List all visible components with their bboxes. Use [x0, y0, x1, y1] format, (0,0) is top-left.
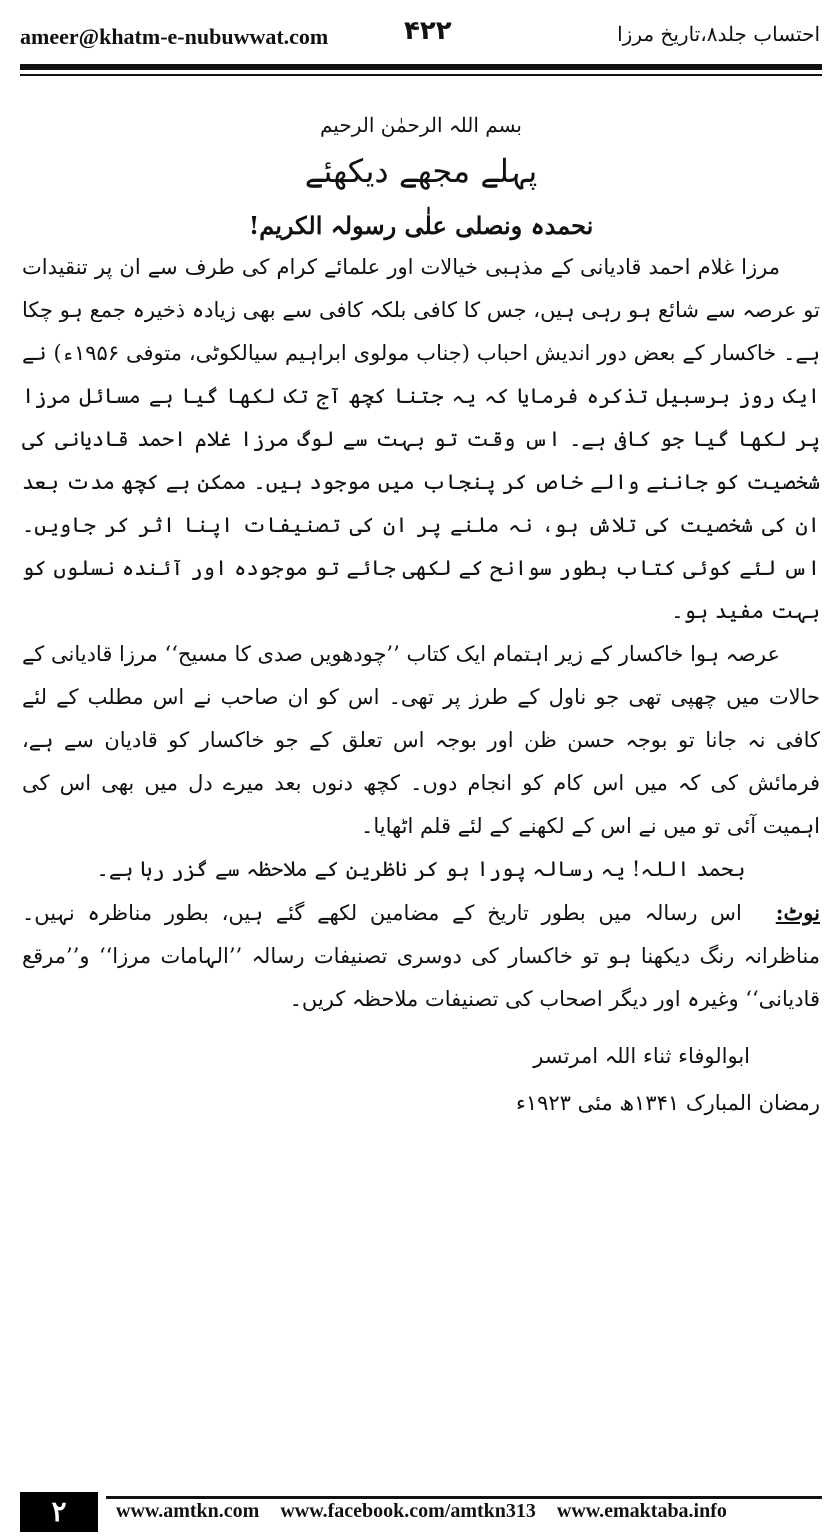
note-label: نوٹ: — [775, 900, 820, 925]
header-rule-thin — [20, 74, 822, 76]
page-header — [20, 14, 820, 62]
footer-link-amtkn[interactable]: www.amtkn.com — [116, 1500, 260, 1522]
note — [22, 891, 820, 1021]
header-book-title: احتساب جلد۸،تاریخ مرزا — [617, 22, 820, 46]
footer-link-facebook[interactable]: www.facebook.com/amtkn313 — [280, 1500, 536, 1522]
paragraph-2: عرصہ ہوا خاکسار کے زیر اہتمام ایک کتاب ’’چودھویں صدی کا مسیح‘‘ مرزا قادیانی کے حالات میں چھپی تھی جو ناول کے طرز پر تھی۔ اس کو ان صاحب نے اس مطلب کے لئے کافی نہ جانا تو بوجہ حسن ظن اور بوجہ اس تعلق کے جو خاکسار کو قادیان سے ہے، فرمائش کی کہ میں اس کام کو انجام دوں۔ کچھ دنوں بعد میرے دل میں بھی اس کی اہمیت آئی تو میں نے اس کے لکھنے کے لئے قلم اٹھایا۔ — [22, 642, 820, 838]
paragraph-1: مرزا غلام احمد قادیانی کے مذہبی خیالات اور علمائے کرام کی طرف سے ان پر تنقیدات تو عرصہ سے شائع ہو رہی ہیں، جس کا کافی بلکہ کافی سے بھی زیادہ ذخیرہ جمع ہو چکا ہے۔ خاکسار کے بعض دور اندیش احباب (جناب مولوی ابراہیم سیالکوٹی، متوفی ۱۹۵۶ء) نے ایک روز برسبیل تذکرہ فرمایا کہ یہ جتنا کچھ آج تک لکھا گیا ہے مسائل مرزا پر لکھا گیا جو کافی ہے۔ اس وقت تو بہت سے لوگ مرزا غلام احمد قادیانی کی شخصیت کو جاننے والے خاص کر پنجاب میں موجود ہیں۔ ممکن ہے کچھ مدت بعد ان کی شخصیت کی تلاش ہو، نہ ملنے پر ان کی تصنیفات اپنا اثر کر جاویں۔ اس لئے کوئی کتاب بطور سوانح کے لکھی جائے تو موجودہ اور آئندہ نسلوں کو بہت مفید ہو۔ — [22, 255, 820, 623]
page-footer — [20, 1492, 822, 1532]
footer-links — [116, 1500, 743, 1523]
footer-page-number: ۲ — [20, 1492, 98, 1532]
salutation: نحمدہ ونصلی علٰی رسولہ الکریم! — [248, 211, 594, 240]
document-title: پہلے مجھے دیکھئے — [304, 152, 538, 190]
page-content — [22, 110, 820, 1125]
bismillah: بسم اللہ الرحمٰن الرحیم — [319, 113, 522, 137]
signature-date: رمضان المبارک ۱۳۴۱ھ مئی ۱۹۲۳ء — [515, 1091, 820, 1115]
header-email: ameer@khatm-e-nubuwwat.com — [20, 24, 329, 49]
header-page-number: ۴۲۲ — [404, 16, 452, 46]
header-rule-thick — [20, 64, 822, 70]
footer-rule — [106, 1496, 822, 1499]
signature-name: ابوالوفاء ثناء اللہ امرتسر — [533, 1044, 750, 1068]
footer-link-emaktaba[interactable]: www.emaktaba.info — [556, 1500, 727, 1522]
note-text: اس رسالہ میں بطور تاریخ کے مضامین لکھے گئے ہیں، بطور مناظرہ نہیں۔ مناظرانہ رنگ دیکھنا ہو تو خاکسار کی دوسری تصنیفات رسالہ ’’الہامات مرزا‘‘ و’’مرقع قادیانی‘‘ وغیرہ اور دیگر اصحاب کی تصنیفات ملاحظہ کریں۔ — [22, 901, 820, 1011]
gratitude-line: بحمد اللہ! یہ رسالہ پورا ہو کر ناظرین کے ملاحظہ سے گزر رہا ہے۔ — [96, 857, 746, 881]
